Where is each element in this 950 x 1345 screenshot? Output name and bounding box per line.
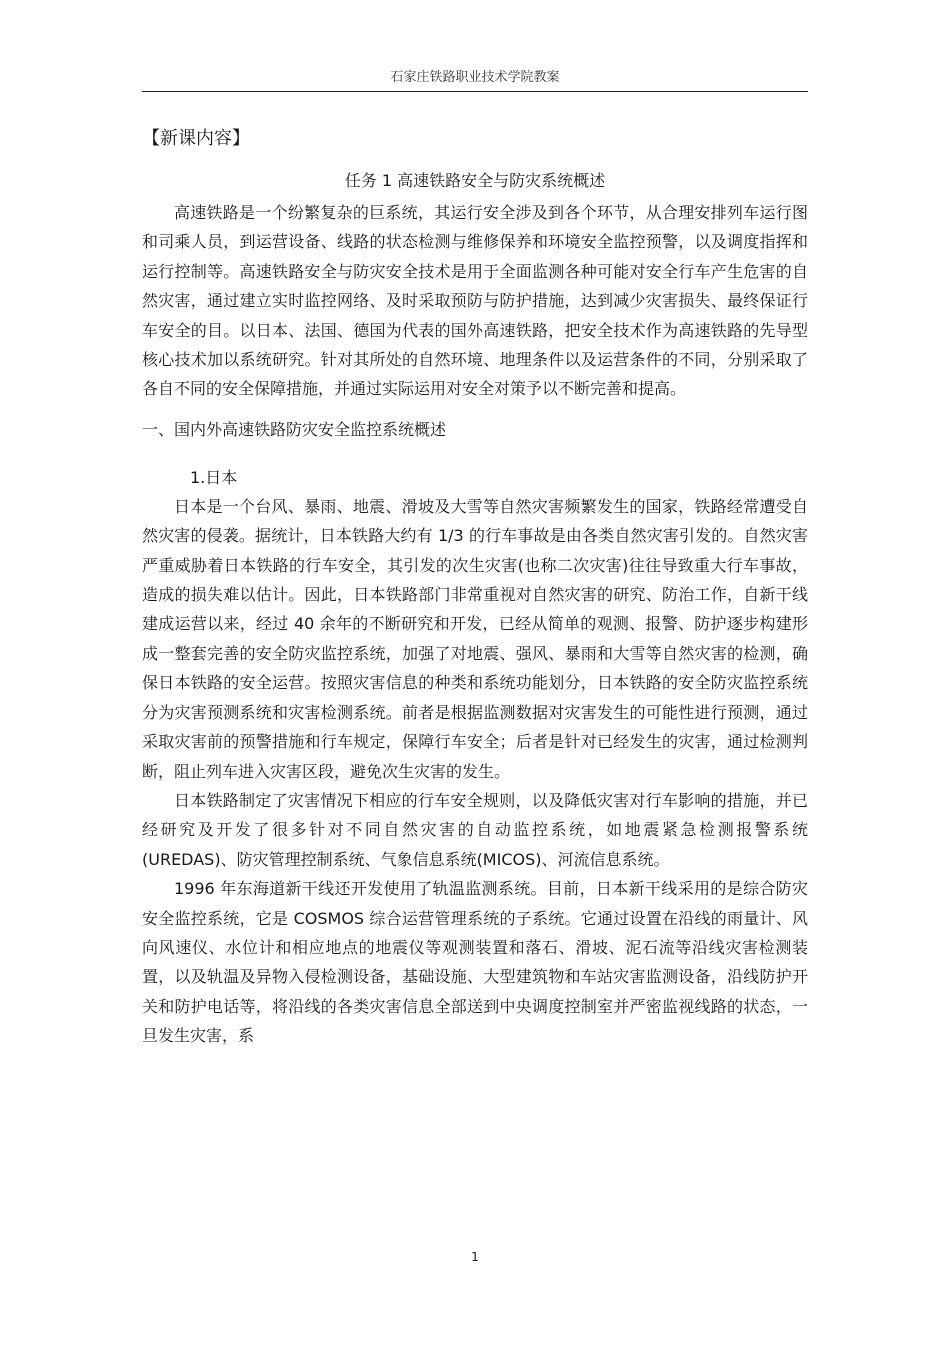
page-number: 1 — [471, 1250, 479, 1264]
paragraph-japan-1: 日本是一个台风、暴雨、地震、滑坡及大雪等自然灾害频繁发生的国家，铁路经常遭受自然灾害的侵袭。据统计，日本铁路大约有 1/3 的行车事故是由各类自然灾害引发的。自然灾害严重威胁着日本铁路的行车安全，其引发的次生灾害(也称二次灾害)往往导致重大行车事故，造成的损失难以估计。因此，日本铁路部门非常重视对自然灾害的研究、防治工作，自新干线建成运营以来，经过 40 余年的不断研究和开发，已经从简单的观测、报警、防护逐步构建形成一整套完善的安全防灾监控系统，加强了对地震、强风、暴雨和大雪等自然灾害的检测，确保日本铁路的安全运营。按照灾害信息的种类和系统功能划分，日本铁路的安全防灾监控系统分为灾害预测系统和灾害检测系统。前者是根据监测数据对灾害发生的可能性进行预测，通过采取灾害前的预警措施和行车规定，保障行车安全；后者是针对已经发生的灾害，通过检测判断，阻止列车进入灾害区段，避免次生灾害的发生。 — [142, 496, 808, 781]
header-rule — [142, 91, 808, 92]
task-title: 任务 1 高速铁路安全与防灾系统概述 — [344, 171, 606, 190]
page-content — [142, 126, 808, 1051]
heading-overview: 一、国内外高速铁路防灾安全监控系统概述 — [142, 419, 447, 439]
page-header: 石家庄铁路职业技术学院教案 — [390, 70, 560, 85]
subheading-japan: 1.日本 — [190, 467, 238, 487]
paragraph-japan-2: 日本铁路制定了灾害情况下相应的行车安全规则，以及降低灾害对行车影响的措施，并已经研究及开发了很多针对不同自然灾害的自动监控系统，如地震紧急检测报警系统(UREDAS)、防灾管理控制系统、气象信息系统(MICOS)、河流信息系统。 — [142, 790, 808, 869]
intro-paragraph: 高速铁路是一个纷繁复杂的巨系统，其运行安全涉及到各个环节，从合理安排列车运行图和司乘人员，到运营设备、线路的状态检测与维修保养和环境安全监控预警，以及调度指挥和运行控制等。高速铁路安全与防灾安全技术是用于全面监测各种可能对安全行车产生危害的自然灾害，通过建立实时监控网络、及时采取预防与防护措施，达到减少灾害损失、最终保证行车安全的目。以日本、法国、德国为代表的国外高速铁路，把安全技术作为高速铁路的先导型核心技术加以系统研究。针对其所处的自然环境、地理条件以及运营条件的不同，分别采取了各自不同的安全保障措施，并通过实际运用对安全对策予以不断完善和提高。 — [142, 203, 808, 399]
section-label: 【新课内容】 — [142, 128, 250, 149]
paragraph-japan-3: 1996 年东海道新干线还开发使用了轨温监测系统。目前，日本新干线采用的是综合防灾安全监控系统，它是 COSMOS 综合运营管理系统的子系统。它通过设置在沿线的雨量计、风向风速仪、水位计和相应地点的地震仪等观测装置和落石、滑坡、泥石流等沿线灾害检测装置，以及轨温及异物入侵检测设备，基础设施、大型建筑物和车站灾害监测设备，沿线防护开关和防护电话等，将沿线的各类灾害信息全部送到中央调度控制室并严密监视线路的状态，一旦发生灾害，系 — [142, 879, 808, 1046]
